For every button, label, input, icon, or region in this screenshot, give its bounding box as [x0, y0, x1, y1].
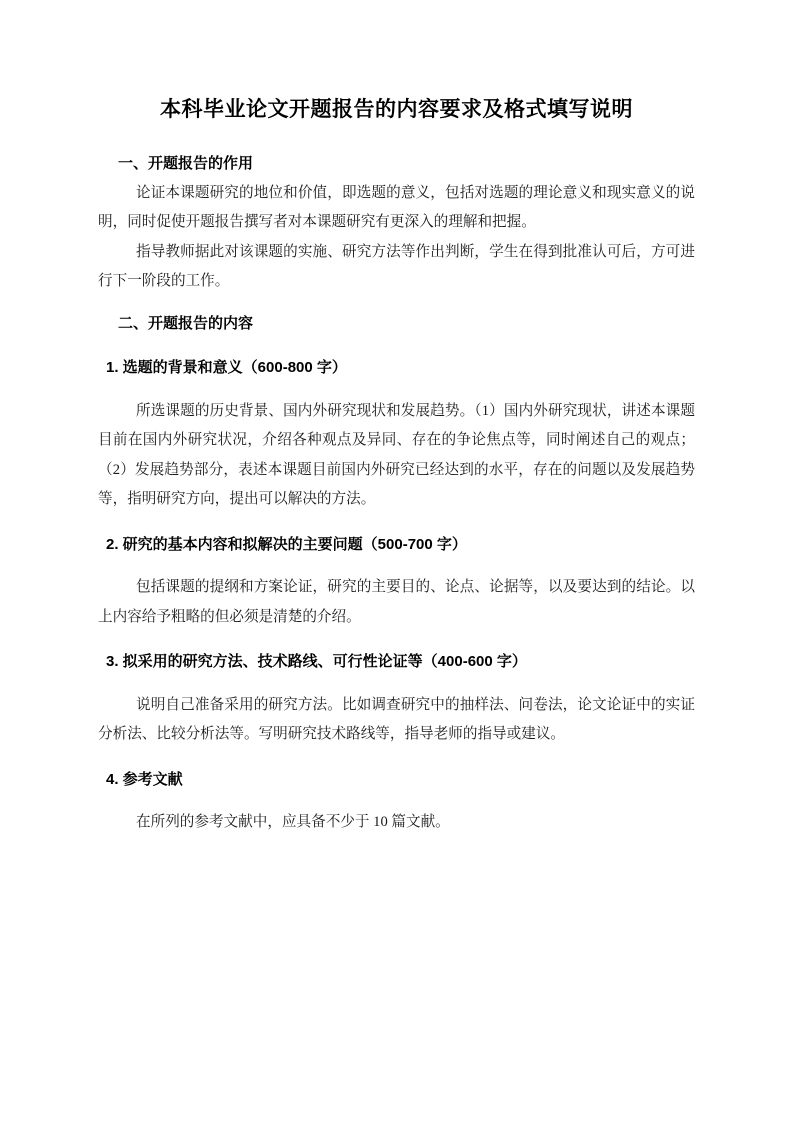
paragraph: 包括课题的提纲和方案论证，研究的主要目的、论点、论据等，以及要达到的结论。以上内容给予粗略的但必须是清楚的介绍。 — [98, 579, 695, 625]
paragraph: 在所列的参考文献中，应具备不少于 10 篇文献。 — [136, 814, 450, 830]
section-heading: 一、开题报告的作用 — [118, 155, 254, 172]
section-heading: 2. 研究的基本内容和拟解决的主要问题（500-700 字） — [106, 535, 467, 553]
document-body — [98, 149, 695, 838]
paragraph: 论证本课题研究的地位和价值，即选题的意义，包括对选题的理论意义和现实意义的说明，同时促使开题报告撰写者对本课题研究有更深入的理解和把握。 — [98, 184, 695, 230]
section-heading: 1. 选题的背景和意义（600-800 字） — [106, 359, 347, 376]
document-title: 本科毕业论文开题报告的内容要求及格式填写说明 — [160, 98, 633, 121]
section-heading: 二、开题报告的内容 — [118, 314, 254, 332]
paragraph: 所选课题的历史背景、国内外研究现状和发展趋势。（1）国内外研究现状，讲述本课题目前在国内外研究状况，介绍各种观点及异同、存在的争论焦点等，同时阐述自己的观点；（2）发展趋势部分，表述本课题目前国内外研究已经达到的水平，存在的问题以及发展趋势等，指明研究方向，提出可以解决的方法。 — [98, 402, 695, 507]
paragraph: 指导教师据此对该课题的实施、研究方法等作出判断，学生在得到批准认可后，方可进行下一阶段的工作。 — [98, 243, 695, 289]
paragraph: 说明自己准备采用的研究方法。比如调查研究中的抽样法、问卷法，论文论证中的实证分析法、比较分析法等。写明研究技术路线等，指导老师的指导或建议。 — [98, 696, 695, 742]
section-heading: 4. 参考文献 — [106, 770, 183, 788]
section-heading: 3. 拟采用的研究方法、技术路线、可行性论证等（400-600 字） — [106, 653, 527, 670]
